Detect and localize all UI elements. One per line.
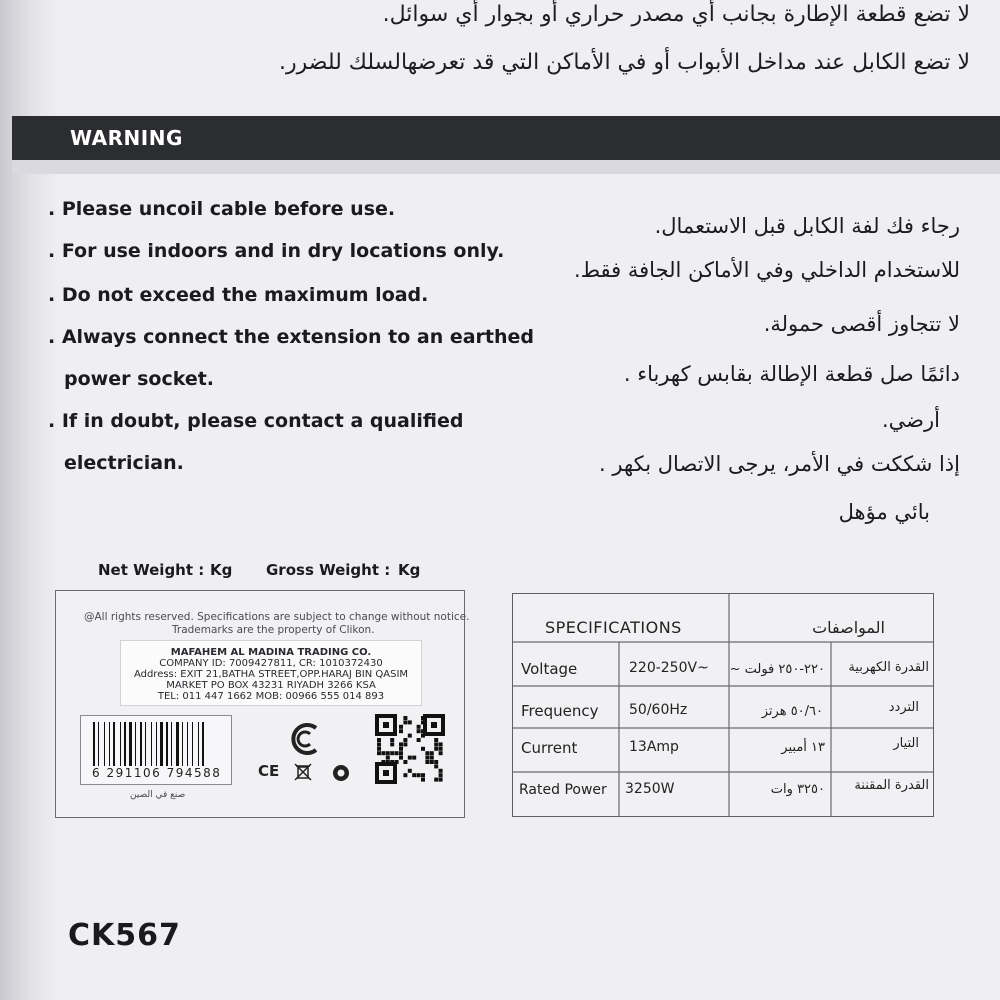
gross-weight-unit: Kg	[398, 561, 421, 579]
warning-en-7: electrician.	[64, 452, 184, 474]
barcode-number: 6 291106 794588	[92, 766, 222, 780]
warning-band-shade	[12, 160, 1000, 174]
warning-ar-7: بائي مؤهل	[838, 500, 930, 524]
company-tel: TEL: 011 447 1662 MOB: 00966 555 014 893	[157, 691, 385, 702]
spec-voltage-value-ar: ٢٢٠-٢٥٠ فولت ~	[729, 662, 825, 677]
company-address-1: Address: EXIT 21,BATHA STREET,OPP.HARAJ BIN QASIM	[133, 669, 409, 680]
spec-header-en: SPECIFICATIONS	[545, 618, 682, 637]
spec-voltage-label-ar: القدرة الكهربية	[848, 660, 929, 675]
warning-ar-3: لا تتجاوز أقصى حمولة.	[763, 312, 960, 336]
net-weight-unit: Kg	[210, 561, 233, 579]
spec-rated-power-label: Rated Power	[519, 782, 607, 798]
importer-sticker	[120, 640, 422, 706]
warning-ar-6: إذا شككت في الأمر، يرجى الاتصال بكهر .	[599, 452, 960, 476]
spec-voltage-label: Voltage	[521, 660, 578, 678]
warning-en-5: power socket.	[64, 368, 215, 390]
spec-frequency-value: 50/60Hz	[629, 702, 688, 718]
spec-current-label-ar: التيار	[893, 736, 919, 751]
spec-frequency-label-ar: التردد	[888, 700, 919, 715]
rights-line-1: @All rights reserved. Specifications are subject to change without notice.	[84, 611, 470, 623]
rights-line-2: Trademarks are the property of Clikon.	[172, 624, 375, 636]
warning-ar-4: دائمًا صل قطعة الإطالة بقابس كهرباء .	[623, 362, 960, 386]
warning-ar-5: أرضي.	[882, 408, 940, 432]
specifications-table	[512, 593, 934, 817]
warning-ar-2: للاستخدام الداخلي وفي الأماكن الجافة فقط.	[573, 258, 960, 282]
ce-mark-icon: CE	[258, 762, 280, 780]
gross-weight-label: Gross Weight :	[266, 561, 391, 579]
warning-en-4: . Always connect the extension to an earthed	[48, 326, 535, 348]
spec-current-value-ar: ١٣ أمبير	[781, 740, 825, 755]
top-note-1: لا تضع قطعة الإطارة بجانب أي مصدر حراري أو بجوار أي سوائل.	[382, 2, 970, 27]
spec-rated-power-value: 3250W	[625, 781, 675, 797]
warning-title: WARNING	[70, 126, 183, 150]
company-address-2: MARKET PO BOX 43231 RIYADH 3266 KSA	[166, 680, 376, 691]
company-id: COMPANY ID: 7009427811, CR: 1010372430	[159, 658, 383, 669]
company-name: MAFAHEM AL MADINA TRADING CO.	[170, 647, 372, 658]
warning-en-3: . Do not exceed the maximum load.	[48, 284, 429, 306]
recycle-icon	[331, 763, 351, 783]
warning-en-2: . For use indoors and in dry locations only.	[48, 240, 505, 262]
qr-code-icon	[375, 714, 445, 784]
spec-frequency-label: Frequency	[521, 702, 599, 720]
spec-frequency-value-ar: ٥٠/٦٠ هرتز	[761, 704, 823, 719]
clikon-logo-icon	[286, 720, 326, 758]
spec-current-label: Current	[521, 739, 578, 757]
made-in-china: صنع في الصين	[130, 790, 186, 800]
spec-voltage-value: 220-250V~	[629, 660, 709, 676]
spec-current-value: 13Amp	[629, 739, 679, 755]
warning-ar-1: رجاء فك لفة الكابل قبل الاستعمال.	[654, 214, 960, 238]
warning-en-6: . If in doubt, please contact a qualified	[48, 410, 464, 432]
warning-en-1: . Please uncoil cable before use.	[48, 198, 396, 220]
model-number: CK567	[68, 918, 181, 953]
spec-rated-power-value-ar: ٣٢٥٠ وات	[770, 782, 825, 797]
top-note-2: لا تضع الكابل عند مداخل الأبواب أو في الأماكن التي قد تعرضهالسلك للضرر.	[278, 50, 970, 75]
weee-bin-icon	[294, 762, 312, 782]
spec-rated-power-label-ar: القدرة المقننة	[854, 778, 929, 793]
spec-header-ar: المواصفات	[812, 618, 885, 637]
net-weight-label: Net Weight :	[98, 561, 205, 579]
